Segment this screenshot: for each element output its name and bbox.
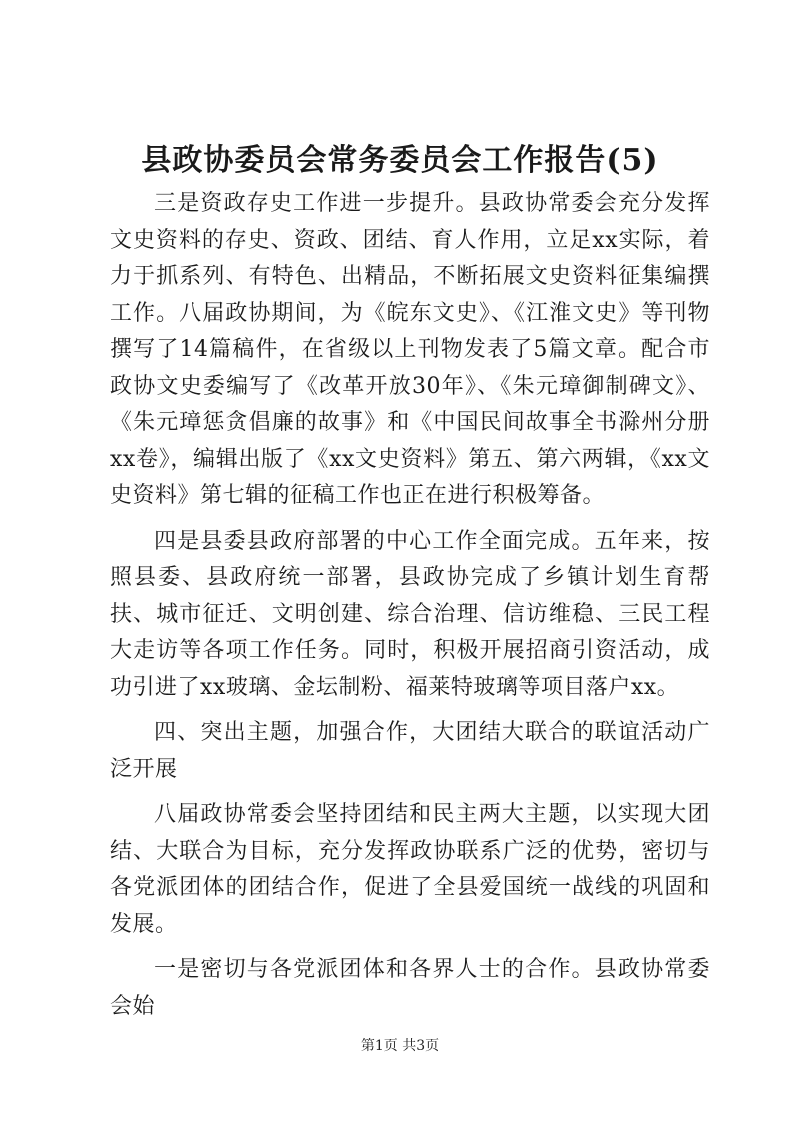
section-heading-unity: 四、突出主题，加强合作，大团结大联合的联谊活动广泛开展	[110, 720, 710, 782]
paragraph-archives-work: 三是资政存史工作进一步提升。县政协常委会充分发挥文史资料的存史、资政、团结、育人作用，立足xx实际，着力于抓系列、有特色、出精品，不断拓展文史资料征集编撰工作。八届政协期间，为《皖东文史》、《江淮文史》等刊物撰写了14篇稿件，在省级以上刊物发表了5篇文章。配合市政协文史委编写了《改革开放30年》、《朱元璋御制碑文》、《朱元璋惩贪倡廉的故事》和《中国民间故事全书滁州分册xx卷》，编辑出版了《xx文史资料》第五、第六两辑，《xx文史资料》第七辑的征稿工作也正在进行积极筹备。	[110, 191, 710, 508]
paragraph-unity-overview: 八届政协常委会坚持团结和民主两大主题，以实现大团结、大联合为目标，充分发挥政协联系广泛的优势，密切与各党派团体的团结合作，促进了全县爱国统一战线的巩固和发展。	[110, 802, 710, 937]
page-number-footer: 第1页 共3页	[360, 1038, 440, 1054]
paragraph-party-cooperation: 一是密切与各党派团体和各界人士的合作。县政协常委会始	[110, 957, 710, 1019]
paragraph-central-tasks: 四是县委县政府部署的中心工作全面完成。五年来，按照县委、县政府统一部署，县政协完成了乡镇计划生育帮扶、城市征迁、文明创建、综合治理、信访维稳、三民工程大走访等各项工作任务。同时，积极开展招商引资活动，成功引进了xx玻璃、金坛制粉、福莱特玻璃等项目落户xx。	[110, 528, 710, 700]
document-title: 县政协委员会常务委员会工作报告(5)	[141, 143, 659, 178]
document-body	[110, 186, 710, 1034]
